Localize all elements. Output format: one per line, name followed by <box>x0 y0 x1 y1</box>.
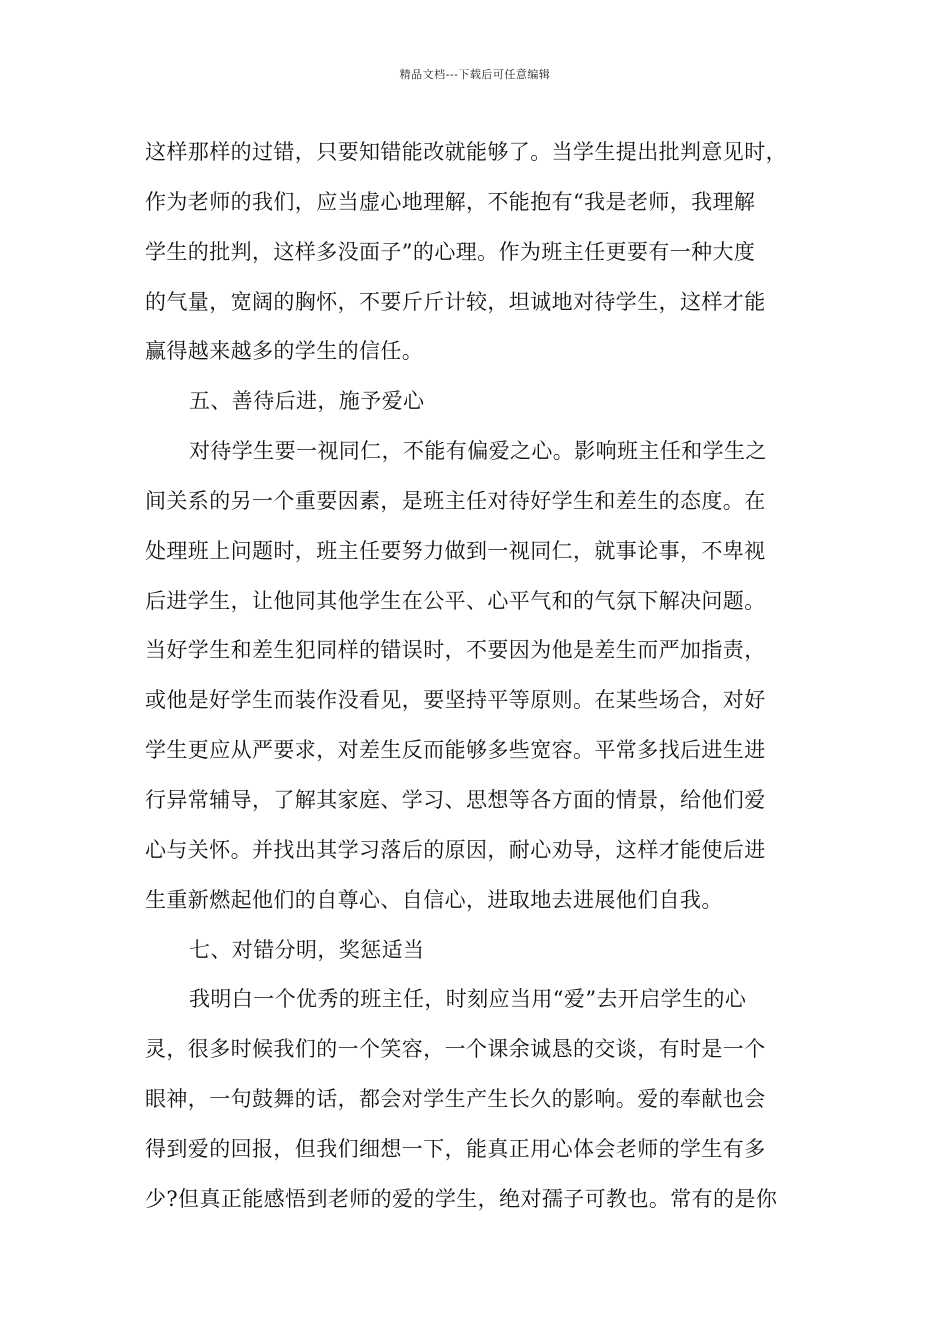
text-line: 眼神，一句鼓舞的话，都会对学生产生长久的影响。爱的奉献也会 <box>145 1087 766 1112</box>
text-line: 后进学生，让他同其他学生在公平、心平气和的气氛下解决问题。 <box>145 588 766 613</box>
section-heading: 五、善待后进，施予爱心 <box>189 389 425 414</box>
text-line: 灵，很多时候我们的一个笑容，一个课余诚恳的交谈，有时是一个 <box>145 1037 766 1062</box>
text-line: 赢得越来越多的学生的信任。 <box>145 339 424 364</box>
text-line: 生重新燃起他们的自尊心、自信心，进取地去进展他们自我。 <box>145 887 723 912</box>
text-line: 学生的批判，这样多没面子”的心理。作为班主任更要有一种大度 <box>145 239 756 264</box>
text-line: 学生更应从严要求，对差生反而能够多些宽容。平常多找后进生进 <box>145 738 766 763</box>
text-line: 得到爱的回报，但我们细想一下，能真正用心体会老师的学生有多 <box>145 1136 766 1161</box>
text-line: 间关系的另一个重要因素，是班主任对待好学生和差生的态度。在 <box>145 488 766 513</box>
text-line: 当好学生和差生犯同样的错误时，不要因为他是差生而严加指责， <box>145 638 766 663</box>
text-line: 对待学生要一视同仁，不能有偏爱之心。影响班主任和学生之 <box>189 439 767 464</box>
body-text <box>145 128 825 1225</box>
text-line: 我明白一个优秀的班主任，时刻应当用“爱”去开启学生的心 <box>189 987 747 1012</box>
text-line: 作为老师的我们，应当虚心地理解，不能抱有“我是老师，我理解 <box>145 189 756 214</box>
text-line: 这样那样的过错，只要知错能改就能够了。当学生提出批判意见时， <box>145 140 787 164</box>
section-heading: 七、对错分明，奖惩适当 <box>189 937 425 962</box>
page-header: 精品文档---下载后可任意编辑 <box>399 68 551 81</box>
text-line: 或他是好学生而装作没看见，要坚持平等原则。在某些场合，对好 <box>145 688 766 713</box>
text-line: 的气量，宽阔的胸怀，不要斤斤计较，坦诚地对待学生，这样才能 <box>145 289 766 314</box>
text-line: 行异常辅导，了解其家庭、学习、思想等各方面的情景，给他们爱 <box>145 787 766 812</box>
text-line: 少?但真正能感悟到老师的爱的学生，绝对孺子可教也。常有的是你 <box>145 1186 778 1211</box>
text-line: 处理班上问题时，班主任要努力做到一视同仁，就事论事，不卑视 <box>145 538 766 563</box>
text-line: 心与关怀。并找出其学习落后的原因，耐心劝导，这样才能使后进 <box>145 837 766 862</box>
